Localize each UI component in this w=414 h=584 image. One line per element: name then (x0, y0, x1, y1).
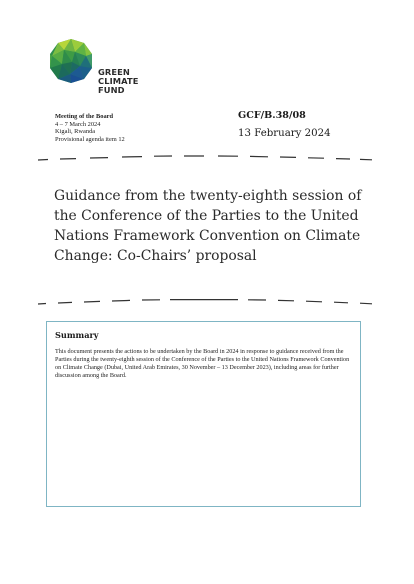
meeting-place: Kigali, Rwanda (55, 128, 96, 136)
document-date: 13 February 2024 (238, 128, 331, 139)
logo-wordmark (98, 68, 139, 96)
summary-heading: Summary (55, 330, 99, 340)
logo-line-fund: FUND (98, 85, 125, 96)
logo-line-green: GREEN (98, 67, 130, 77)
gcf-logo (48, 38, 148, 96)
top-divider (38, 154, 372, 162)
meeting-title: Meeting of the Board (55, 113, 114, 120)
meeting-info (55, 113, 125, 143)
summary-box (46, 321, 361, 507)
logo-line-climate: CLIMATE (98, 76, 139, 87)
document-reference: GCF/B.38/08 (238, 110, 306, 121)
document-title: Guidance from the twenty-eighth session of the Conference of the Parties to the United Nations Framework Convention on Climate Change: Co-Chairs’ proposal (54, 188, 362, 264)
summary-text: This document presents the actions to be undertaken by the Board in 2024 in response to guidance received from the Parties during the twenty-eighth session of the Conference of the Parties to the United Nations Framework Convention on Climate Change (Dubai, United Arab Emirates, 30 November – 13 December 2023), including areas for further discussion among the Board. (55, 348, 350, 380)
meeting-dates: 4 – 7 March 2024 (55, 120, 101, 128)
gcf-globe-icon (48, 38, 94, 84)
agenda-item: Provisional agenda item 12 (55, 135, 125, 143)
bottom-divider (38, 298, 372, 306)
